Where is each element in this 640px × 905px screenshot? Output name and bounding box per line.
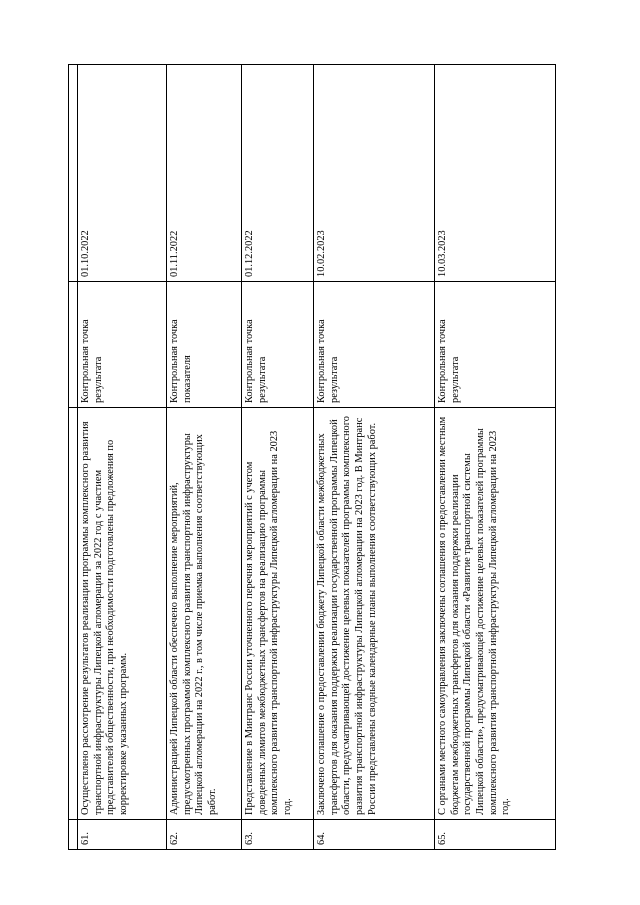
row-description: Представление в Минтранс России уточненного перечня мероприятий с учетом доведенных лимитов межбюджетных трансфертов на реализацию программы комплексного развития транспортной инфраструктуры Липецкой агломерации на 2023 год. [242, 408, 314, 820]
row-date: 01.10.2022 [78, 65, 167, 282]
row-type: Контрольная точка результата [78, 282, 167, 408]
row-number: 64. [314, 820, 435, 850]
table-row [435, 65, 556, 850]
row-type: Контрольная точка результата [314, 282, 435, 408]
row-number: 61. [78, 820, 167, 850]
landscape-table-frame [68, 65, 550, 850]
row-date: 10.02.2023 [314, 65, 435, 282]
row-number: 63. [242, 820, 314, 850]
row-date: 01.12.2022 [242, 65, 314, 282]
table-row [78, 65, 167, 850]
table-row [242, 65, 314, 850]
row-date: 01.11.2022 [167, 65, 242, 282]
table-row [314, 65, 435, 850]
row-type: Контрольная точка показателя [167, 282, 242, 408]
row-date: 10.03.2023 [435, 65, 556, 282]
control-points-table [68, 64, 556, 850]
row-number: 65. [435, 820, 556, 850]
table-top-strip [69, 65, 78, 850]
row-description: Осуществлено рассмотрение результатов реализации программы комплексного развития транспортной инфраструктуры Липецкой агломерации за 2022 год с участием представителей общественности, при необходимости подготовлены предложения по корректировке указанных программ. [78, 408, 167, 820]
row-description: Администрацией Липецкой области обеспечено выполнение мероприятий, предусмотренных программой комплексного развития транспортной инфраструктуры Липецкой агломерации на 2022 г., в том числе приемка выполнения соответствующих работ. [167, 408, 242, 820]
table-row [167, 65, 242, 850]
row-type: Контрольная точка результата [435, 282, 556, 408]
row-type: Контрольная точка результата [242, 282, 314, 408]
rotated-table-container [68, 65, 550, 850]
row-description: С органами местного самоуправления заключены соглашения о предоставлении местным бюджетам межбюджетных трансфертов для оказания поддержки реализации государственной программы Липецкой области «Развитие транспортной системы Липецкой области», предусматривающей достижение целевых показателей программы комплексного развития транспортной инфраструктуры Липецкой агломерации на 2023 год. [435, 408, 556, 820]
row-description: Заключено соглашение о предоставлении бюджету Липецкой области межбюджетных трансфертов для оказания поддержки реализации государственной программы Липецкой области, предусматривающей достижение целевых показателей программы комплексного развития транспортной инфраструктуры Липецкой агломерации на 2023 год. В Минтранс России представлены сводные календарные планы выполнения соответствующих работ. [314, 408, 435, 820]
row-number: 62. [167, 820, 242, 850]
